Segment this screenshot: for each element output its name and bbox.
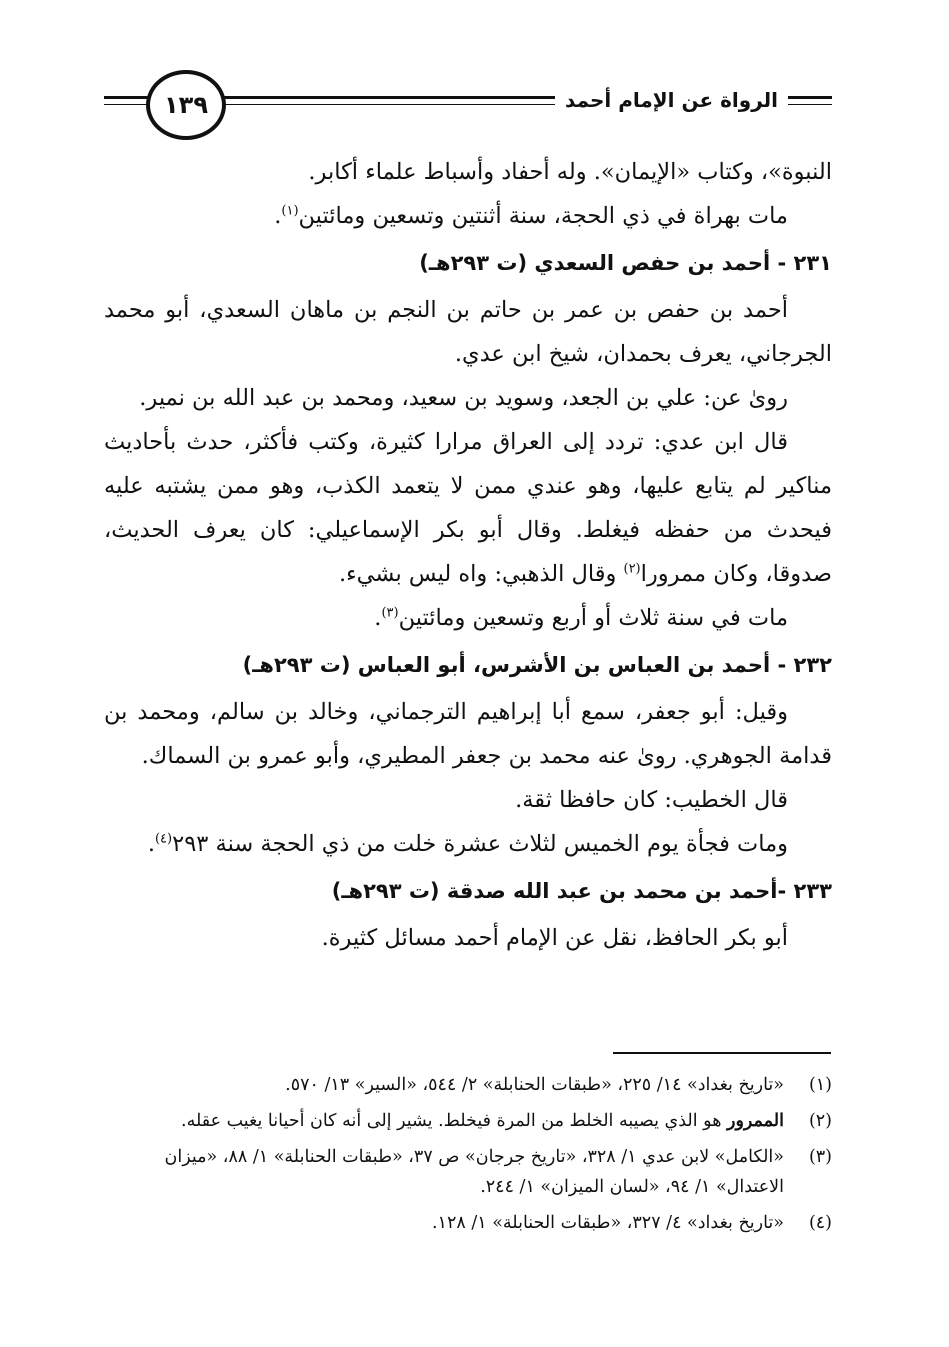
paragraph: وقيل: أبو جعفر، سمع أبا إبراهيم الترجماني، وخالد بن سالم، ومحمد بن قدامة الجوهري. روىٰ عنه محمد بن جعفر المطيري، وأبو عمرو بن السماك. <box>104 699 832 769</box>
paragraph-end: . <box>274 203 282 229</box>
paragraph-text: مات في سنة ثلاث أو أربع وتسعين ومائتين <box>398 605 788 631</box>
footnote-number: (٢) <box>808 1111 832 1131</box>
page-number: ١٣٩ <box>164 91 208 119</box>
footnote-number: (٤) <box>808 1213 832 1233</box>
entry-heading-233: ٢٣٣ -أحمد بن محمد بن عبد الله صدقة (ت ٢٩٣هـ) <box>331 879 832 903</box>
paragraph-text: ومات فجأة يوم الخميس لثلاث عشرة خلت من ذي الحجة سنة ٢٩٣ <box>172 831 788 857</box>
footnote-body: «تاريخ بغداد» ٤/ ٣٢٧، «طبقات الحنابلة» ١/ ١٢٨. <box>431 1213 784 1233</box>
footnote-ref[interactable]: (٢) <box>623 561 641 577</box>
footnote <box>104 1070 832 1100</box>
footnote <box>104 1208 832 1238</box>
footnote <box>104 1106 832 1136</box>
footnote-term: الممرور <box>727 1111 784 1131</box>
paragraph-text: قال ابن عدي: تردد إلى العراق مرارا كثيرة، وكتب فأكثر، حدث بأحاديث مناكير لم يتابع عليها، وهو عندي ممن لا يتعمد الكذب، وهو ممن يشتبه عليه فيحدث من حفظه فيغلط. وقال أبو بكر الإسماعيلي: كان يعرف الحديث، صدوقا، وكان ممرورا <box>104 429 832 587</box>
footnote-ref[interactable]: (٤) <box>154 831 173 847</box>
footnotes <box>104 1070 832 1244</box>
footnote-number: (٣) <box>808 1147 832 1167</box>
paragraph <box>104 596 832 640</box>
paragraph: أحمد بن حفص بن عمر بن حاتم بن النجم بن ماهان السعدي، أبو محمد الجرجاني، يعرف بحمدان، شيخ ابن عدي. <box>104 297 832 367</box>
paragraph: النبوة»، وكتاب «الإيمان». وله أحفاد وأسباط علماء أكابر. <box>308 159 832 185</box>
footnote-text <box>104 1106 784 1136</box>
paragraph-end: وقال الذهبي: واه ليس بشيء. <box>338 561 624 587</box>
footnote-body: «الكامل» لابن عدي ١/ ٣٢٨، «تاريخ جرجان» ص ٣٧، «طبقات الحنابلة» ١/ ٨٨، «ميزان الاعتدال» ١/ ٩٤، «لسان الميزان» ١/ ٢٤٤. <box>164 1147 784 1197</box>
footnote-text <box>104 1142 784 1202</box>
paragraph-text: مات بهراة في ذي الحجة، سنة أثنتين وتسعين ومائتين <box>298 203 788 229</box>
paragraph: أبو بكر الحافظ، نقل عن الإمام أحمد مسائل كثيرة. <box>321 925 788 951</box>
page-header <box>104 70 832 136</box>
footnote <box>104 1142 832 1202</box>
footnote-separator <box>613 1052 831 1054</box>
page-number-badge <box>146 70 226 140</box>
footnote-body: هو الذي يصيبه الخلط من المرة فيخلط. يشير إلى أنه كان أحيانا يغيب عقله. <box>181 1111 727 1131</box>
paragraph: روىٰ عن: علي بن الجعد، وسويد بن سعيد، ومحمد بن عبد الله بن نمير. <box>139 385 788 411</box>
footnote-text <box>104 1208 784 1238</box>
paragraph <box>104 420 832 596</box>
paragraph-end: . <box>147 831 155 857</box>
paragraph <box>104 822 832 866</box>
paragraph-end: . <box>374 605 382 631</box>
main-text <box>104 150 832 960</box>
footnote-body: «تاريخ بغداد» ١٤/ ٢٢٥، «طبقات الحنابلة» ٢/ ٥٤٤، «السير» ١٣/ ٥٧٠. <box>285 1075 784 1095</box>
entry-heading-232: ٢٣٢ - أحمد بن العباس بن الأشرس، أبو العباس (ت ٢٩٣هـ) <box>242 653 832 677</box>
paragraph <box>104 194 832 238</box>
footnote-ref[interactable]: (٣) <box>381 605 399 621</box>
running-title: الرواة عن الإمام أحمد <box>555 88 788 112</box>
entry-heading-231: ٢٣١ - أحمد بن حفص السعدي (ت ٢٩٣هـ) <box>419 251 832 275</box>
paragraph: قال الخطيب: كان حافظا ثقة. <box>515 787 788 813</box>
footnote-number: (١) <box>808 1075 832 1095</box>
footnote-text <box>104 1070 784 1100</box>
footnote-ref[interactable]: (١) <box>281 203 299 219</box>
